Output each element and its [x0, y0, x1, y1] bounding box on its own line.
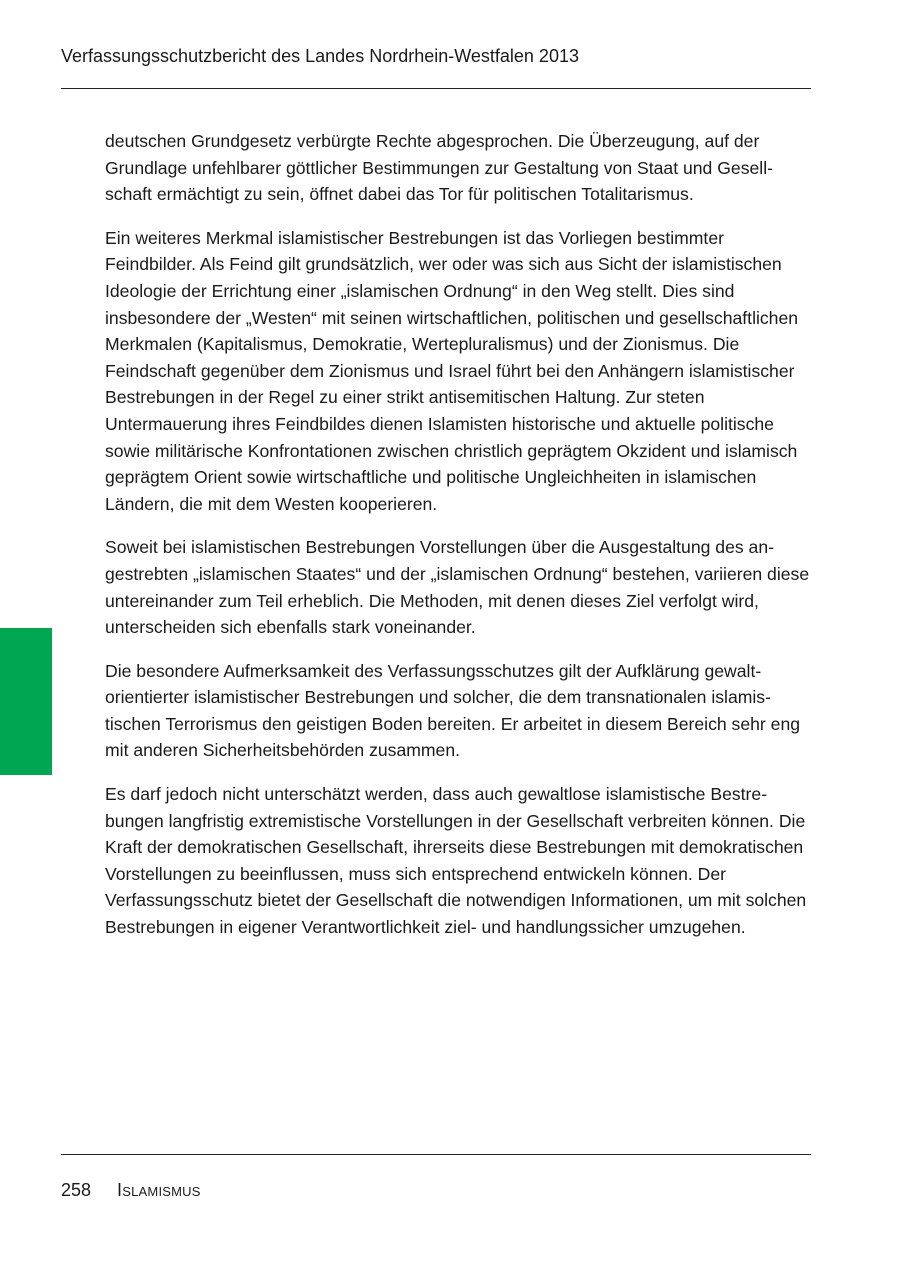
chapter-color-tab [0, 628, 52, 775]
header-divider [61, 88, 811, 89]
paragraph-4: Die besondere Aufmerksamkeit des Verfassungsschutzes gilt der Aufklärung gewaltorientierter islamistischer Bestrebungen und solcher, die dem transnationalen islamistischen Terrorismus den geistigen Boden bereiten. Er arbeitet in diesem Bereich sehr eng mit anderen Sicherheitsbehörden zusammen. [105, 660, 801, 761]
paragraph-5: Es darf jedoch nicht unterschätzt werden, dass auch gewaltlose islamistische Bestrebungen langfristig extremistische Vorstellungen in der Gesellschaft verbreiten können. Die Kraft der demokratischen Gesellschaft, ihrerseits diese Bestrebungen mit demokratischen Vorstellungen zu beeinflussen, muss sich entsprechend entwickeln können. Der Verfassungsschutz bietet der Gesellschaft die notwendigen Informationen, um mit solchen Bestrebungen in eigener Verantwortlichkeit ziel- und handlungssicher umzugehen. [105, 784, 807, 938]
page-footer [61, 1178, 201, 1202]
main-text [105, 128, 811, 958]
paragraph-2: Ein weiteres Merkmal islamistischer Bestrebungen ist das Vorliegen bestimmter Feindbilder. Als Feind gilt grundsätzlich, wer oder was sich aus Sicht der islamistischen Ideologie der Errichtung einer „islamischen Ordnung“ in den Weg stellt. Dies sind insbesondere der „Westen“ mit seinen wirtschaftlichen, politischen und gesellschaftlichen Merkmalen (Kapitalismus, Demokratie, Wertepluralismus) und der Zionismus. Die Feindschaft gegenüber dem Zionismus und Israel führt bei den Anhängern islamistischer Bestrebungen in der Regel zu einer strikt antisemitischen Haltung. Zur steten Untermauerung ihres Feindbildes dienen Islamisten historische und aktuelle politische sowie militärische Konfrontationen zwischen christlich geprägtem Okzident und islamisch geprägtem Orient sowie wirtschaftliche und politische Ungleichheiten in islamischen Ländern, die mit dem Westen kooperieren. [105, 227, 799, 514]
footer-divider [61, 1154, 811, 1155]
paragraph-3: Soweit bei islamistischen Bestrebungen Vorstellungen über die Ausgestaltung des angestrebten „islamischen Staates“ und der „islamischen Ordnung“ bestehen, variieren diese untereinander zum Teil erheblich. Die Methoden, mit denen dieses Ziel verfolgt wird, unterscheiden sich ebenfalls stark voneinander. [105, 537, 810, 638]
paragraph-1: deutschen Grundgesetz verbürgte Rechte abgesprochen. Die Überzeugung, auf der Grundlage unfehlbarer göttlicher Bestimmungen zur Gestaltung von Staat und Gesellschaft ermächtigt zu sein, öffnet dabei das Tor für politischen Totalitarismus. [105, 131, 773, 205]
running-header: Verfassungsschutzbericht des Landes Nordrhein-Westfalen 2013 [61, 46, 579, 66]
page-number: 258 [61, 1180, 92, 1200]
section-title: Islamismus [117, 1180, 201, 1200]
